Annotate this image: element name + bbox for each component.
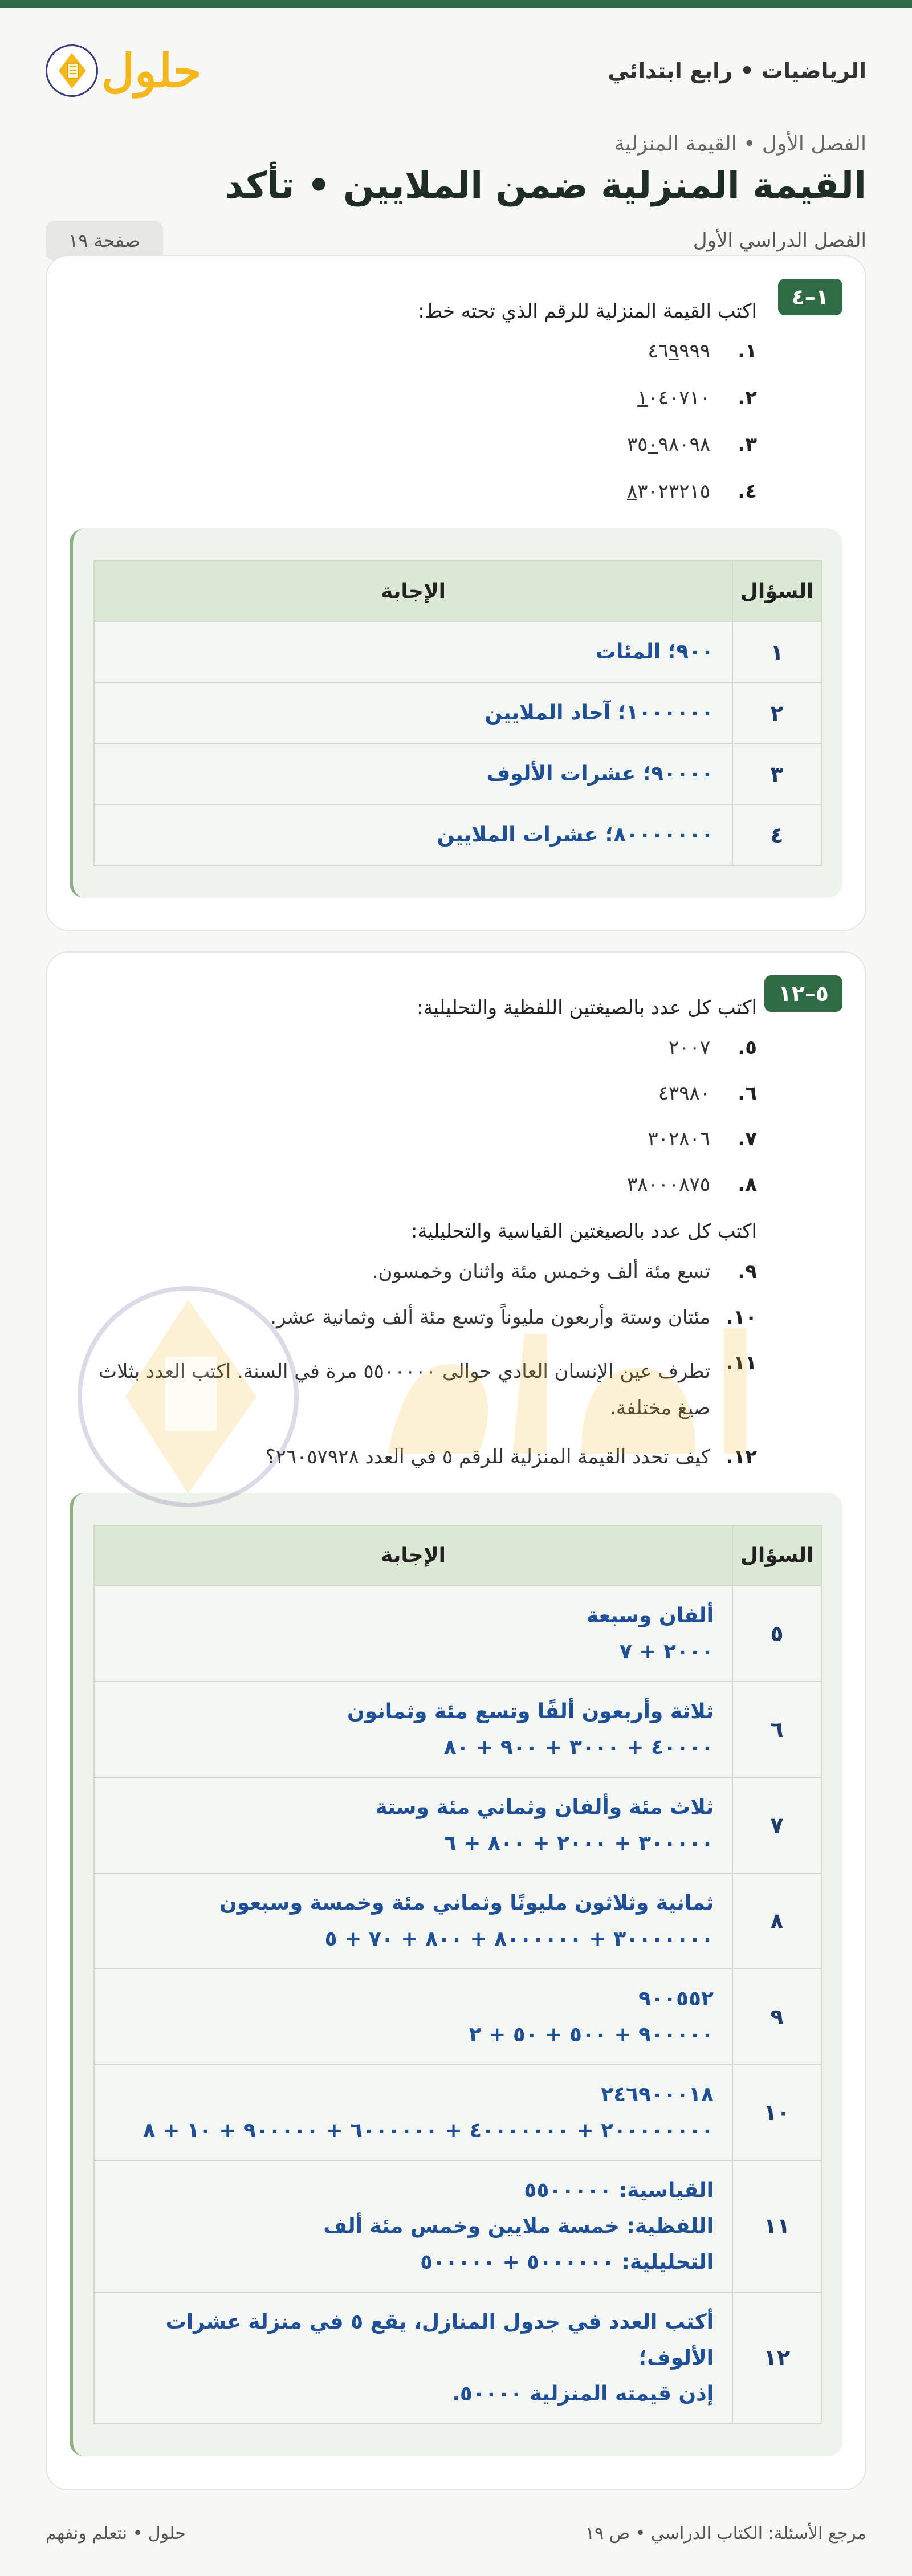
row-answer: ألفان وسبعة ٢٠٠٠ + ٧: [94, 1586, 732, 1682]
exercise-card-1: [46, 255, 866, 931]
question-number-value: ٤٦٩٩٩٩: [648, 340, 710, 363]
column-header-answer: الإجابة: [94, 561, 732, 621]
question-number: ٥.: [738, 1036, 757, 1060]
question-item: [70, 1353, 757, 1427]
question-number: ٩.: [738, 1260, 757, 1283]
row-question-number: ٩: [732, 1969, 821, 2065]
page-footer: [0, 2490, 912, 2576]
page-header: [0, 8, 912, 133]
subject-title: الرياضيات • رابع ابتدائي: [608, 58, 866, 83]
row-answer: ثمانية وثلاثون مليونًا وثماني مئة وخمسة وسبعون ٣٠٠٠٠٠٠٠ + ٨٠٠٠٠٠٠ + ٨٠٠ + ٧٠ + ٥: [94, 1873, 732, 1969]
row-answer: ٩٠٠؛ المئات: [94, 621, 732, 682]
logo-wordmark: حلول: [101, 44, 202, 97]
table-row: [94, 1873, 821, 1969]
answer-panel: [70, 528, 842, 898]
table-row: [94, 1682, 821, 1777]
row-question-number: ٢: [732, 682, 821, 743]
exercise-range-tag: ٥–١٢: [764, 975, 842, 1012]
row-answer: ٨٠٠٠٠٠٠٠؛ عشرات الملايين: [94, 804, 732, 865]
question-item: [70, 1447, 757, 1467]
question-list: [70, 1036, 757, 1197]
row-answer: أكتب العدد في جدول المنازل، يقع ٥ في منزلة عشرات الألوف؛ إذن قيمته المنزلية ٥٠٠٠٠.: [94, 2292, 732, 2424]
exercise-instruction: اكتب القيمة المنزلية للرقم الذي تحته خط:: [418, 300, 757, 323]
question-item: [70, 1036, 757, 1060]
question-text: تطرف عين الإنسان العادي حوالى ٥٥٠٠٠٠٠ مرة في السنة. اكتب العدد بثلاث صيغ مختلفة.: [99, 1360, 710, 1420]
exercise-card-2: [46, 951, 866, 2490]
question-number: ١٢.: [726, 1445, 757, 1468]
exercise-instruction: اكتب كل عدد بالصيغتين القياسية والتحليلية:: [410, 1220, 757, 1243]
underlined-digit: ٩: [668, 340, 679, 363]
column-header-question: السؤال: [732, 1525, 821, 1586]
row-question-number: ١: [732, 621, 821, 682]
question-item: [70, 1129, 757, 1149]
row-question-number: ٦: [732, 1682, 821, 1777]
question-number-value: ١٠٤٠٧١٠: [637, 386, 710, 410]
answer-table: [93, 560, 822, 866]
table-row: [94, 804, 821, 865]
underlined-digit: ٠: [648, 433, 658, 457]
question-list: [70, 1262, 757, 1467]
table-row: [94, 2160, 821, 2292]
row-question-number: ٥: [732, 1586, 821, 1682]
column-header-question: السؤال: [732, 561, 821, 621]
row-answer: ١٠٠٠٠٠٠؛ آحاد الملايين: [94, 682, 732, 743]
question-number-value: ٨٣٠٢٣٢١٥: [626, 480, 710, 503]
question-number: ٢.: [738, 386, 757, 410]
question-item: [70, 388, 757, 408]
question-text: ٢٠٠٧: [668, 1036, 710, 1060]
row-answer: ٢٤٦٩٠٠٠١٨ ٢٠٠٠٠٠٠٠٠ + ٤٠٠٠٠٠٠٠ + ٦٠٠٠٠٠٠ + ٩٠٠٠٠٠ + ١٠ + ٨: [94, 2065, 732, 2160]
page-title: القيمة المنزلية ضمن الملايين • تأكد: [225, 165, 866, 207]
question-text: ٤٣٩٨٠: [658, 1082, 710, 1105]
question-list: [70, 341, 757, 501]
column-header-answer: الإجابة: [94, 1525, 732, 1586]
question-text: مئتان وستة وأربعون مليوناً وتسع مئة ألف وثمانية عشر.: [270, 1305, 710, 1329]
question-item: [70, 1084, 757, 1103]
row-question-number: ٨: [732, 1873, 821, 1969]
page-number-badge: صفحة ١٩: [46, 221, 163, 261]
footer-source-reference: مرجع الأسئلة: الكتاب الدراسي • ص ١٩: [585, 2523, 866, 2544]
question-number: ١١.: [726, 1351, 757, 1374]
exercise-range-tag: ١–٤: [778, 279, 842, 315]
answer-table: [93, 1525, 822, 2424]
underlined-digit: ١: [637, 386, 648, 410]
row-answer: ثلاث مئة وألفان وثماني مئة وستة ٣٠٠٠٠٠ + ٢٠٠٠ + ٨٠٠ + ٦: [94, 1777, 732, 1873]
question-number: ١٠.: [726, 1305, 757, 1329]
logo-emblem-icon: [46, 44, 98, 97]
table-row: [94, 1586, 821, 1682]
row-answer: القياسية: ٥٥٠٠٠٠٠ اللفظية: خمسة ملايين وخمس مئة ألف التحليلية: ٥٠٠٠٠٠٠ + ٥٠٠٠٠٠: [94, 2160, 732, 2292]
row-question-number: ١٠: [732, 2065, 821, 2160]
table-row: [94, 621, 821, 682]
table-row: [94, 1969, 821, 2065]
question-number: ٤.: [738, 480, 757, 503]
table-row: [94, 2065, 821, 2160]
question-item: [70, 341, 757, 361]
question-text: تسع مئة ألف وخمس مئة واثنان وخمسون.: [372, 1260, 710, 1283]
row-question-number: ١٢: [732, 2292, 821, 2424]
breadcrumb: الفصل الأول • القيمة المنزلية: [614, 132, 866, 156]
top-accent-bar: [0, 0, 912, 8]
question-number: ١.: [738, 340, 757, 363]
site-logo[interactable]: [46, 44, 201, 97]
question-number: ٧.: [738, 1128, 757, 1151]
footer-tagline: حلول • نتعلم ونفهم: [46, 2523, 186, 2544]
question-text: ٣٨٠٠٠٨٧٥: [626, 1173, 710, 1197]
question-item: [70, 433, 757, 457]
question-number: ٣.: [738, 433, 757, 457]
question-item: [70, 482, 757, 501]
question-item: [70, 1173, 757, 1197]
table-row: [94, 743, 821, 804]
row-answer: ٩٠٠٥٥٢ ٩٠٠٠٠٠ + ٥٠٠ + ٥٠ + ٢: [94, 1969, 732, 2065]
table-row: [94, 1777, 821, 1873]
row-question-number: ١١: [732, 2160, 821, 2292]
question-number-value: ٣٥٠٩٨٠٩٨: [626, 433, 710, 457]
row-question-number: ٤: [732, 804, 821, 865]
underlined-digit: ٨: [626, 480, 638, 503]
row-question-number: ٣: [732, 743, 821, 804]
exercise-instruction: اكتب كل عدد بالصيغتين اللفظية والتحليلية:: [416, 996, 757, 1019]
table-row: [94, 2292, 821, 2424]
table-row: [94, 682, 821, 743]
row-answer: ثلاثة وأربعون ألفًا وتسع مئة وثمانون ٤٠٠٠٠ + ٣٠٠٠ + ٩٠٠ + ٨٠: [94, 1682, 732, 1777]
answer-panel: [70, 1493, 842, 2456]
question-item: [70, 1305, 757, 1329]
row-answer: ٩٠٠٠٠؛ عشرات الألوف: [94, 743, 732, 804]
question-text: ٣٠٢٨٠٦: [648, 1128, 710, 1151]
question-number: ٨.: [738, 1173, 757, 1197]
question-text: كيف تحدد القيمة المنزلية للرقم ٥ في العدد ٢٦٠٥٧٩٢٨؟: [265, 1445, 710, 1468]
question-item: [70, 1262, 757, 1281]
row-question-number: ٧: [732, 1777, 821, 1873]
semester-label: الفصل الدراسي الأول: [693, 229, 866, 252]
question-number: ٦.: [738, 1082, 757, 1105]
